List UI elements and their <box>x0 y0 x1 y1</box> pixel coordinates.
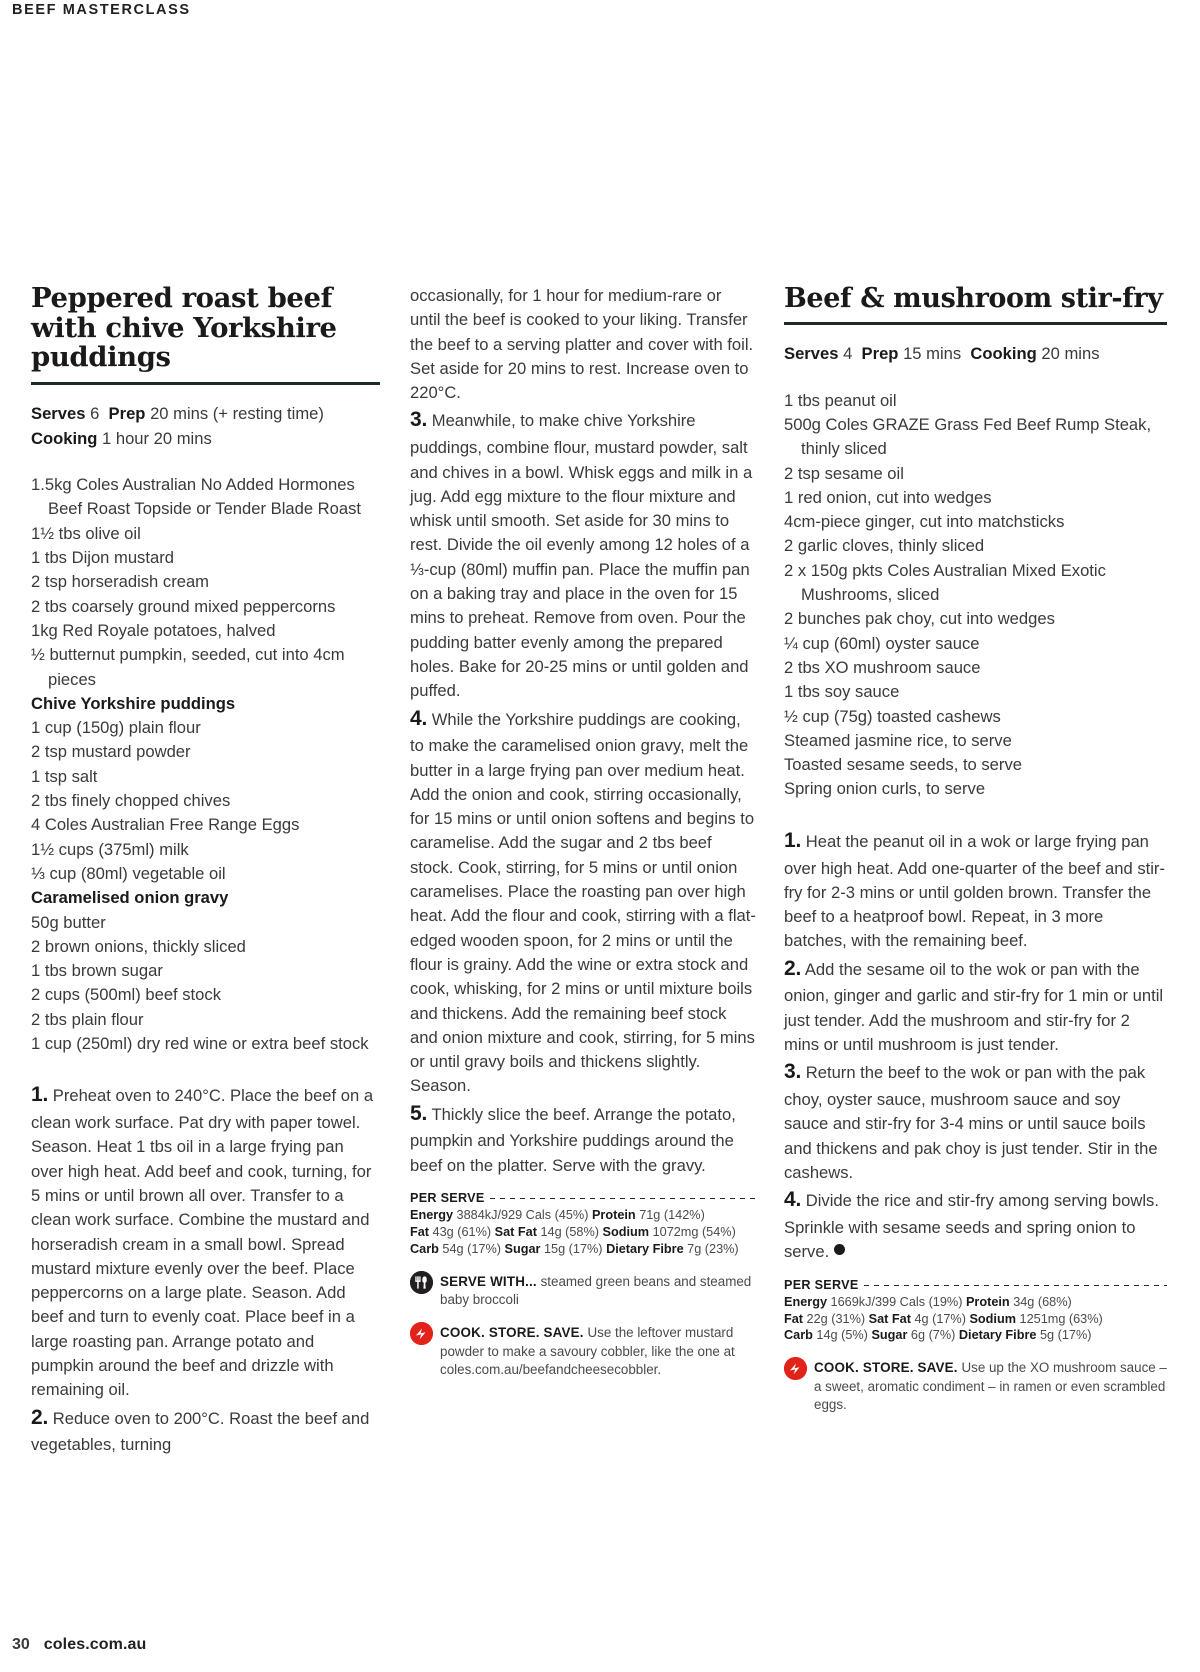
ingredient-item: 2 tbs plain flour <box>31 1009 144 1029</box>
cook-store-save-body: Use up the XO mushroom sauce – a sweet, aromatic condiment – in ramen or even scrambled eggs. <box>814 1360 1167 1412</box>
per-serve-values <box>784 1294 1167 1345</box>
ingredient-item: 1kg Red Royale potatoes, halved <box>31 620 276 640</box>
ingredient-item: 50g butter <box>31 912 106 932</box>
ingredient-item: ½ cup (75g) toasted cashews <box>784 706 1001 726</box>
column-three <box>784 284 1167 1458</box>
per-serve-header <box>410 1191 756 1205</box>
method-stir-fry <box>784 826 1167 1265</box>
three-column-layout <box>31 284 1167 1458</box>
per-serve-label: PER SERVE <box>410 1191 485 1206</box>
ingredient-item: Toasted sesame seeds, to serve <box>784 755 1022 775</box>
serve-with-callout <box>410 1271 756 1310</box>
nutrient-value: 5g (17%) <box>1036 1328 1092 1343</box>
nutrition-line <box>410 1224 756 1241</box>
ingredient-item: 1 tbs soy sauce <box>784 682 900 702</box>
step-number: 3. <box>410 408 428 432</box>
method-step-3 <box>784 1057 1167 1185</box>
ingredient-item: 1½ tbs olive oil <box>31 523 141 543</box>
ingredient-item: 1 tbs Dijon mustard <box>31 548 174 568</box>
recipe-title-roast-beef: Peppered roast beef with chive Yorkshire puddings <box>31 282 337 374</box>
nutrient-value: 7g (23%) <box>683 1241 739 1256</box>
ingredient-item: 1½ cups (375ml) milk <box>31 839 189 859</box>
method-step-1 <box>31 1080 380 1402</box>
nutrient-name: Sugar <box>871 1328 908 1343</box>
step-number: 1. <box>784 828 802 852</box>
method-step-1 <box>784 826 1167 954</box>
step-number: 4. <box>410 706 428 730</box>
cook-store-save-icon <box>784 1357 807 1380</box>
method-step-4 <box>410 704 756 1099</box>
method-roast-beef-part1 <box>31 1080 380 1457</box>
prep-label: Prep <box>108 404 146 424</box>
step-text: Heat the peanut oil in a wok or large frying pan over high heat. Add one-quarter of the beef and stir-fry for 2-3 mins or until golden brown. Transfer the beef to a heatproof bowl. Repeat, in 3 more batches, with the remaining beef. <box>784 831 1165 951</box>
step-number: 3. <box>784 1060 802 1084</box>
nutrient-value: 14g (5%) <box>812 1328 872 1343</box>
ingredient-item: Spring onion curls, to serve <box>784 779 986 799</box>
ingredient-list-roast-beef <box>31 473 380 1056</box>
title-rule <box>31 382 380 385</box>
nutrient-name: Sugar <box>504 1241 541 1256</box>
serves-value: 6 <box>90 404 100 424</box>
column-two <box>410 284 784 1458</box>
ingredient-subheading: Chive Yorkshire puddings <box>31 693 236 713</box>
running-head: BEEF MASTERCLASS <box>12 2 191 18</box>
serve-with-text <box>440 1271 756 1310</box>
step-number: 2. <box>31 1405 49 1429</box>
nutrient-name: Sat Fat <box>494 1224 537 1239</box>
nutrient-name: Sat Fat <box>868 1311 911 1326</box>
nutrient-value: 15g (17%) <box>540 1241 607 1256</box>
nutrient-value: 4g (17%) <box>910 1311 970 1326</box>
cook-store-save-body: Use the leftover mustard powder to make a savoury cobbler, like the one at coles.com.au/beefandcheesecobbler. <box>440 1325 735 1378</box>
ingredient-item: 2 tsp sesame oil <box>784 463 904 483</box>
title-rule <box>784 322 1167 325</box>
step-number: 1. <box>31 1083 49 1107</box>
cook-store-save-heading: COOK. STORE. SAVE. <box>440 1325 584 1341</box>
step-text: Thickly slice the beef. Arrange the potato, pumpkin and Yorkshire puddings around the beef on the platter. Serve with the gravy. <box>410 1104 736 1175</box>
serves-value: 4 <box>843 344 853 364</box>
nutrient-value: 71g (142%) <box>635 1208 705 1223</box>
step-text: Return the beef to the wok or pan with the pak choy, oyster sauce, mushroom sauce and soy sauce and stir-fry for 3-4 mins or until sauce boils and thickens and pak choy is just tender. Stir in the cashews. <box>784 1063 1158 1182</box>
nutrient-value: 3884kJ/929 Cals (45%) <box>453 1208 592 1223</box>
ingredient-item: 2 brown onions, thickly sliced <box>31 936 246 956</box>
ingredient-item: 2 tsp mustard powder <box>31 742 191 762</box>
nutrition-line <box>784 1327 1167 1344</box>
ingredient-item: 1 cup (150g) plain flour <box>31 718 201 738</box>
cooking-label: Cooking <box>31 428 98 448</box>
ingredient-item: 2 cups (500ml) beef stock <box>31 985 221 1005</box>
ingredient-list-stir-fry <box>784 389 1167 802</box>
cook-store-save-text <box>814 1357 1167 1414</box>
serves-label: Serves <box>31 404 86 424</box>
cooking-label: Cooking <box>970 344 1037 364</box>
step-text: Divide the rice and stir-fry among serving bowls. Sprinkle with sesame seeds and spring onion to serve. <box>784 1191 1159 1262</box>
method-roast-beef-part2 <box>410 284 756 1178</box>
nutrient-name: Energy <box>784 1294 828 1309</box>
nutrient-name: Carb <box>410 1241 439 1256</box>
step-text: Reduce oven to 200°C. Roast the beef and vegetables, turning <box>31 1408 370 1455</box>
recipe-meta-stir-fry <box>784 342 1167 367</box>
ingredient-item: 1 tsp salt <box>31 766 98 786</box>
column-one <box>31 284 410 1458</box>
ingredient-item: 1 tbs brown sugar <box>31 961 163 981</box>
cook-store-save-callout <box>784 1357 1167 1414</box>
method-step-5 <box>410 1099 756 1178</box>
ingredient-subheading: Caramelised onion gravy <box>31 888 229 908</box>
nutrient-name: Dietary Fibre <box>606 1241 684 1256</box>
ingredient-item: 4 Coles Australian Free Range Eggs <box>31 815 300 835</box>
ingredient-item: 1 tbs peanut oil <box>784 390 897 410</box>
dashed-rule <box>864 1285 1167 1286</box>
nutrient-name: Fat <box>410 1224 430 1239</box>
step-number: 2. <box>784 956 802 980</box>
method-step-2 <box>784 954 1167 1058</box>
ingredient-item: 1 red onion, cut into wedges <box>784 487 992 507</box>
ingredient-item: 2 tbs coarsely ground mixed peppercorns <box>31 596 336 616</box>
cook-store-save-callout <box>410 1322 756 1379</box>
step-number: 4. <box>784 1188 802 1212</box>
step-number: 5. <box>410 1101 428 1125</box>
step-text: While the Yorkshire puddings are cooking, to make the caramelised onion gravy, melt the butter in a large frying pan over medium heat. Add the onion and cook, stirring occasionally, for 15 mins or until onion softens and begins to caramelise. Add the sugar and 2 tbs beef stock. Cook, stirring, for 5 mins or until onion caramelises. Place the roasting pan over high heat. Add the flour and cook, stirring with a flat-edged wooden spoon, for 2 mins or until the flour is grainy. Add the wine or extra stock and cook, whisking, for 2 mins or until mixture boils and thickens. Add the remaining beef stock and onion mixture and cook, stirring, for 5 mins or until gravy boils and thickens slightly. Season. <box>410 709 756 1096</box>
step-text: Preheat oven to 240°C. Place the beef on a clean work surface. Pat dry with paper towel. Season. Heat 1 tbs oil in a large frying pan over high heat. Add beef and cook, turning, for 5 mins or until brown all over. Transfer to a clean work surface. Combine the mustard and horseradish cream in a small bowl. Spread mustard mixture evenly over the beef. Place peppercorns on a large plate. Season. Add beef and turn to evenly coat. Place beef in a large roasting pan. Arrange potato and pumpkin around the beef and drizzle with remaining oil. <box>31 1086 374 1400</box>
ingredient-item: 500g Coles GRAZE Grass Fed Beef Rump Steak, thinly sliced <box>784 415 1152 459</box>
ingredient-item: 1.5kg Coles Australian No Added Hormones Beef Roast Topside or Tender Blade Roast <box>31 475 362 519</box>
ingredient-item: 2 garlic cloves, thinly sliced <box>784 536 985 556</box>
nutrient-name: Carb <box>784 1328 813 1343</box>
nutrient-value: 14g (58%) <box>536 1224 603 1239</box>
ingredient-item: Steamed jasmine rice, to serve <box>784 730 1012 750</box>
ingredient-item: 1 cup (250ml) dry red wine or extra beef stock <box>31 1033 369 1053</box>
nutrient-name: Protein <box>965 1294 1010 1309</box>
method-step-2 <box>31 1403 380 1458</box>
cook-store-save-heading: COOK. STORE. SAVE. <box>814 1360 958 1376</box>
nutrient-name: Dietary Fibre <box>958 1328 1037 1343</box>
per-serve-header <box>784 1278 1167 1292</box>
per-serve-panel-roast-beef <box>410 1191 756 1258</box>
prep-label: Prep <box>861 344 899 364</box>
method-step-3 <box>410 405 756 703</box>
ingredient-item: 2 tbs XO mushroom sauce <box>784 657 981 677</box>
nutrient-value: 1072mg (54%) <box>649 1224 736 1239</box>
ingredient-item: 2 bunches pak choy, cut into wedges <box>784 609 1055 629</box>
method-step-2-continued: occasionally, for 1 hour for medium-rare or until the beef is cooked to your liking. Transfer the beef to a serving platter and cover with foil. Set aside for 20 mins to rest. Increase oven to 220°C. <box>410 286 754 403</box>
end-of-article-mark <box>834 1244 845 1255</box>
dashed-rule <box>490 1198 756 1199</box>
nutrition-line <box>784 1311 1167 1328</box>
prep-value: 20 mins (+ resting time) <box>150 404 324 424</box>
nutrient-name: Energy <box>410 1208 454 1223</box>
cooking-value: 1 hour 20 mins <box>102 428 212 448</box>
per-serve-panel-stir-fry <box>784 1278 1167 1345</box>
nutrition-line <box>410 1207 756 1224</box>
page-number: 30 <box>12 1636 30 1653</box>
ingredient-item: 2 x 150g pkts Coles Australian Mixed Exotic Mushrooms, sliced <box>784 560 1106 605</box>
nutrient-value: 6g (7%) <box>907 1328 959 1343</box>
method-step-4 <box>784 1185 1167 1264</box>
per-serve-values <box>410 1207 756 1258</box>
ingredient-item: 2 tbs finely chopped chives <box>31 791 231 811</box>
serve-with-body: steamed green beans and steamed baby broccoli <box>440 1273 752 1308</box>
recipe-meta-roast-beef <box>31 402 380 451</box>
website-url: coles.com.au <box>43 1636 147 1653</box>
page-footer <box>12 1636 146 1654</box>
ingredient-item: ⅓ cup (80ml) vegetable oil <box>31 863 226 883</box>
nutrient-value: 1669kJ/399 Cals (19%) <box>827 1294 966 1309</box>
nutrient-value: 1251mg (63%) <box>1016 1311 1103 1326</box>
ingredient-item: 2 tsp horseradish cream <box>31 572 210 592</box>
nutrient-name: Sodium <box>969 1311 1016 1326</box>
serve-with-heading: SERVE WITH... <box>440 1273 537 1289</box>
cutlery-icon <box>410 1271 433 1294</box>
nutrient-value: 22g (31%) <box>803 1311 869 1326</box>
step-text: Add the sesame oil to the wok or pan with the onion, ginger and garlic and stir-fry for 1 min or until just tender. Add the mushroom and stir-fry for 2 mins or until mushroom is just tender. <box>784 959 1164 1055</box>
cooking-value: 20 mins <box>1041 344 1100 364</box>
ingredient-item: ¼ cup (60ml) oyster sauce <box>784 633 980 653</box>
nutrient-name: Fat <box>784 1311 804 1326</box>
nutrient-name: Sodium <box>602 1224 650 1239</box>
step-text: Meanwhile, to make chive Yorkshire puddings, combine flour, mustard powder, salt and chives in a bowl. Whisk eggs and milk in a jug. Add egg mixture to the flour mixture and whisk until smooth. Set aside for 30 mins to rest. Divide the oil evenly among 12 holes of a ⅓-cup (80ml) muffin pan. Place the muffin pan on a baking tray and place in the oven for 15 mins to preheat. Remove from oven. Pour the pudding batter evenly among the prepared holes. Bake for 20-25 mins or until golden and puffed. <box>410 411 753 701</box>
nutrition-line <box>784 1294 1167 1311</box>
ingredient-item: ½ butternut pumpkin, seeded, cut into 4cm pieces <box>31 645 345 689</box>
nutrient-value: 43g (61%) <box>429 1224 495 1239</box>
cook-store-save-text <box>440 1322 756 1379</box>
per-serve-label: PER SERVE <box>784 1277 859 1292</box>
serves-label: Serves <box>784 344 839 364</box>
nutrient-value: 34g (68%) <box>1009 1294 1072 1309</box>
prep-value: 15 mins <box>903 344 962 364</box>
nutrient-name: Protein <box>591 1208 636 1223</box>
nutrition-line <box>410 1241 756 1258</box>
cook-store-save-icon <box>410 1322 433 1345</box>
nutrient-value: 54g (17%) <box>438 1241 505 1256</box>
ingredient-item: 4cm-piece ginger, cut into matchsticks <box>784 512 1065 532</box>
recipe-title-stir-fry: Beef & mushroom stir-fry <box>784 283 1163 314</box>
